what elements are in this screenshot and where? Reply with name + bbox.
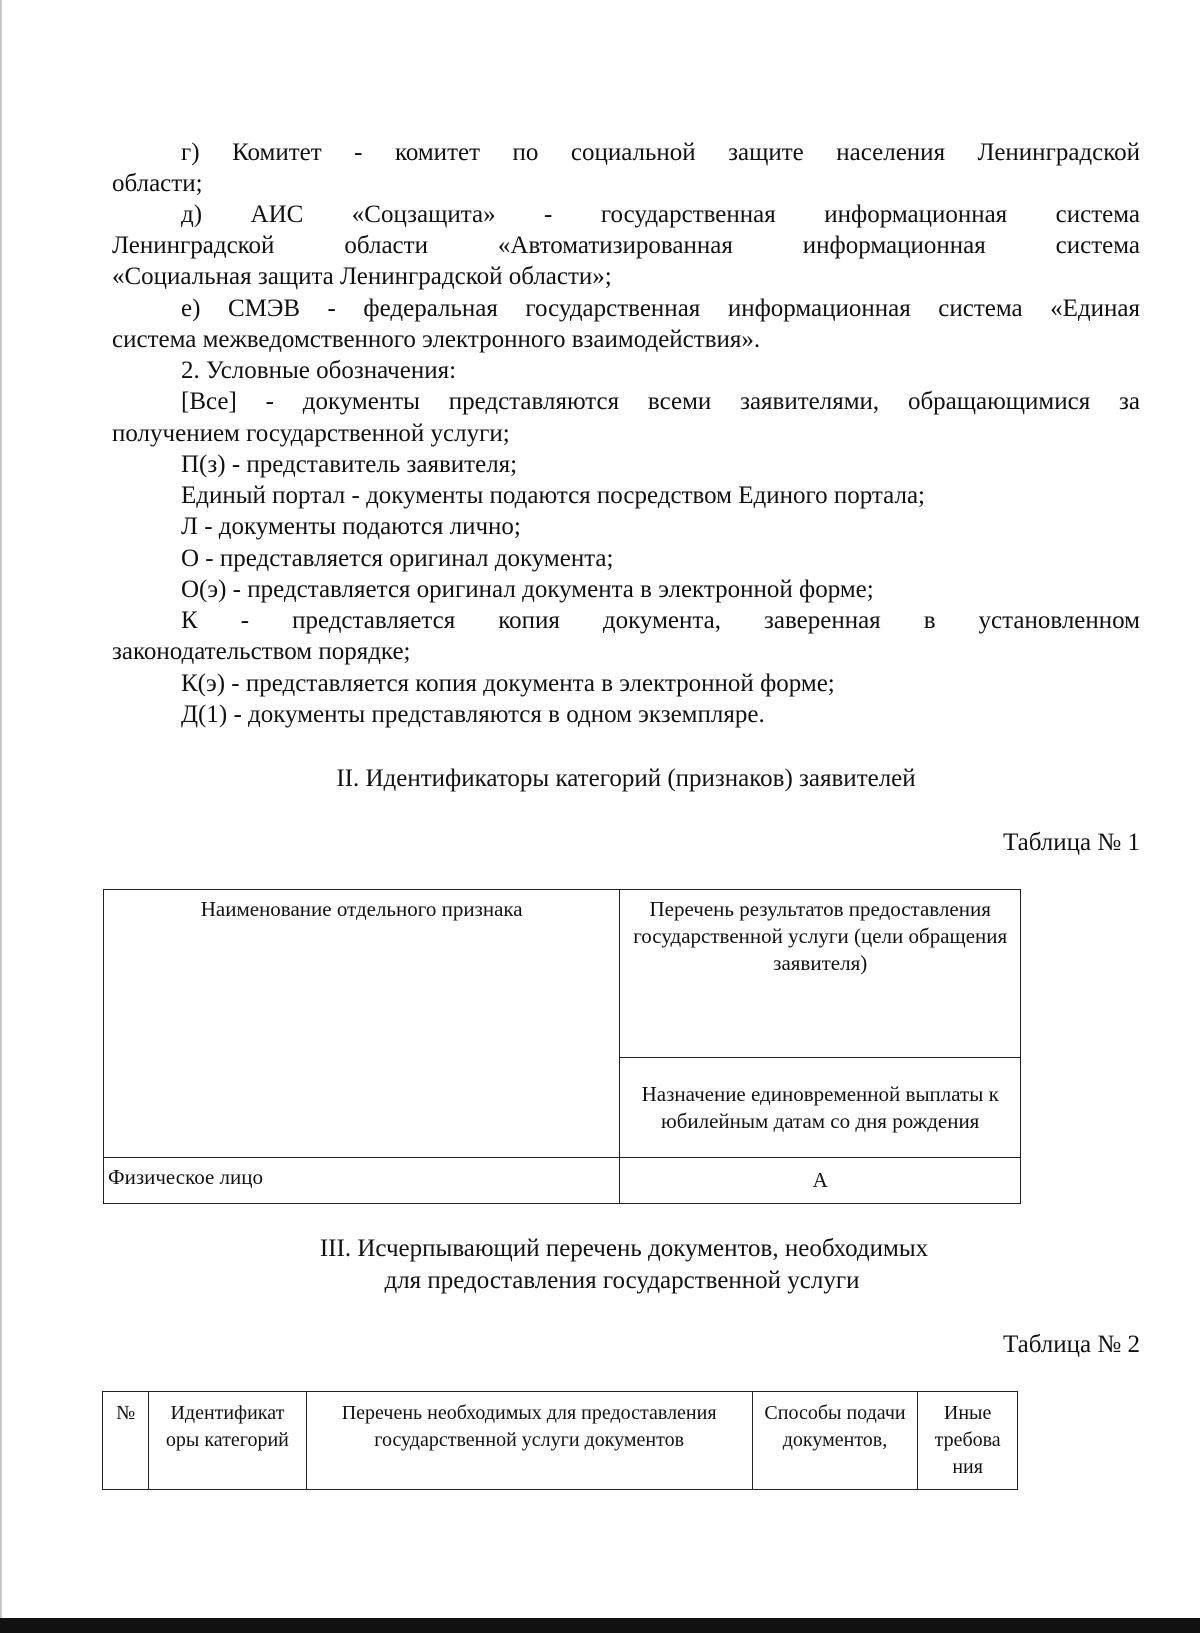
- definition-line: г) Комитет - комитет по социальной защите населения Ленинградской: [181, 139, 1140, 166]
- table-1: [103, 889, 1021, 1204]
- definition-line: система межведомственного электронного взаимодействия».: [112, 326, 761, 353]
- definition-line: е) СМЭВ - федеральная государственная информационная система «Единая: [181, 295, 1140, 322]
- legend-line: законодательством порядке;: [112, 638, 411, 665]
- legend-line: получением государственной услуги;: [112, 420, 510, 447]
- legend-line: О(э) - представляется оригинал документа в электронной форме;: [181, 576, 874, 603]
- table-2-col-methods: Способы подачи документов,: [752, 1392, 918, 1490]
- section-2-heading: II. Идентификаторы категорий (признаков) заявителей: [336, 765, 916, 792]
- section-3-heading-line-2: для предоставления государственной услуги: [384, 1267, 860, 1294]
- table-1-header-results: Перечень результатов предоставления государственной услуги (цели обращения заявителя): [620, 890, 1021, 1058]
- legend-line: Единый портал - документы подаются посредством Единого портала;: [181, 482, 925, 509]
- table-1-row-value: А: [620, 1158, 1021, 1204]
- definition-line: д) АИС «Соцзащита» - государственная информационная система: [181, 201, 1140, 228]
- table-2-col-other: Иные требова ния: [918, 1392, 1018, 1490]
- table-1-row-label: Физическое лицо: [104, 1158, 620, 1204]
- legend-line: [Все] - документы представляются всеми заявителями, обращающимися за: [181, 388, 1140, 415]
- legend-line: К - представляется копия документа, заверенная в установленном: [181, 607, 1140, 634]
- definition-line: «Социальная защита Ленинградской области»;: [112, 263, 612, 290]
- scan-edge: [0, 0, 2, 1633]
- table-2-caption: Таблица № 2: [1002, 1331, 1140, 1358]
- definition-line: области;: [112, 170, 203, 197]
- legend-line: П(з) - представитель заявителя;: [181, 451, 518, 478]
- section-3-heading-line-1: III. Исчерпывающий перечень документов, необходимых: [319, 1235, 929, 1262]
- table-2-col-categories: Идентификат оры категорий: [149, 1392, 306, 1490]
- legend-title: 2. Условные обозначения:: [181, 357, 457, 384]
- legend-line: О - представляется оригинал документа;: [181, 545, 614, 572]
- legend-line: К(э) - представляется копия документа в электронной форме;: [181, 670, 835, 697]
- table-2-col-number: №: [103, 1392, 149, 1490]
- table-1-header-feature: Наименование отдельного признака: [104, 890, 620, 1158]
- definition-line: Ленинградской области «Автоматизированная информационная система: [112, 232, 1140, 259]
- legend-line: Л - документы подаются лично;: [181, 513, 521, 540]
- table-2-col-documents: Перечень необходимых для предоставления государственной услуги документов: [306, 1392, 752, 1490]
- legend-line: Д(1) - документы представляются в одном экземпляре.: [181, 701, 765, 728]
- table-2: [102, 1391, 1018, 1490]
- scan-bottom-bar: [0, 1618, 1200, 1633]
- table-1-caption: Таблица № 1: [1002, 829, 1140, 856]
- table-1-subheader-goal: Назначение единовременной выплаты к юбилейным датам со дня рождения: [620, 1058, 1021, 1158]
